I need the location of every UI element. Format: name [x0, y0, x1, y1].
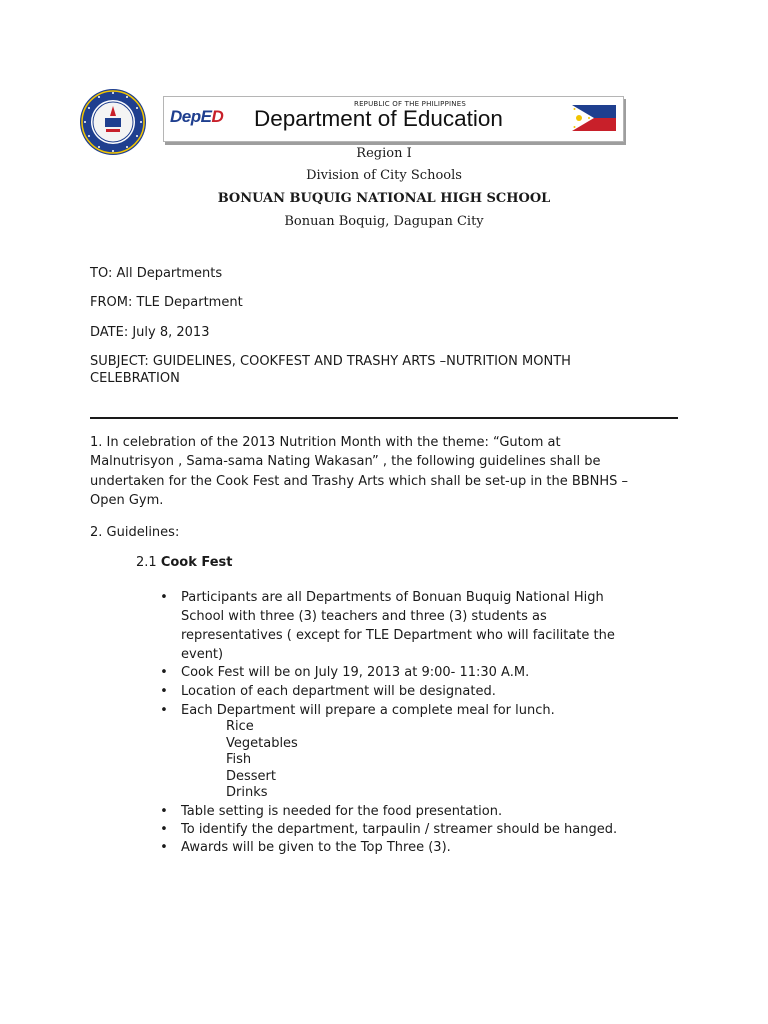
para1-line: Malnutrisyon , Sama-sama Nating Wakasan” , the following guidelines shall be [90, 454, 601, 469]
meal-item: Vegetables [226, 736, 298, 751]
para1-line: Open Gym. [90, 493, 164, 508]
meal-item: Fish [226, 752, 252, 767]
bullet-icon: • [160, 684, 168, 699]
bullet-icon: • [160, 590, 168, 605]
memo-to: TO: All Departments [90, 266, 223, 281]
department-title: Department of Education [254, 106, 503, 131]
bullet-icon: • [160, 840, 168, 855]
deped-logo: DepED [170, 107, 224, 126]
school-address: Bonuan Boquig, Dagupan City [284, 214, 484, 229]
deped-banner [163, 96, 624, 142]
memo-subject-line1: SUBJECT: GUIDELINES, COOKFEST AND TRASHY ARTS –NUTRITION MONTH [90, 354, 571, 369]
para1-line: 1. In celebration of the 2013 Nutrition Month with the theme: “Gutom at [90, 435, 561, 450]
memo-subject-line2: CELEBRATION [90, 371, 180, 386]
philippine-flag-icon [572, 105, 616, 131]
bullet-icon: • [160, 822, 168, 837]
meal-item: Dessert [226, 769, 276, 784]
guidelines-heading: 2. Guidelines: [90, 525, 180, 540]
meal-item: Rice [226, 719, 254, 734]
region-label: Region I [356, 146, 412, 161]
memo-from: FROM: TLE Department [90, 295, 243, 310]
memo-date: DATE: July 8, 2013 [90, 325, 210, 340]
memo-page: REPUBLIC OF THE PHILIPPINES DepED Department of Education Region I Division of City Schools BONUAN BUQUIG NATIONAL HIGH SCHOOL Bonuan Boquig, Dagupan City TO: All Departments FROM: TLE Department DATE: July 8, 2013 SUBJECT: GUIDELINES, COOKFEST AND TRASHY ARTS –NUTRITION MONTH CELEBRATION 1. In celebration of the 2013 Nutrition Month with the theme: “Gutom at Malnutrisyon , Sama-sama Nating Wakasan” , the following guidelines shall be undertaken for the Cook Fest and Trashy Arts which shall be set-up in the BBNHS – Open Gym. 2. Guidelines: 2.1 Cook Fest • Participants are all Departments of Bonuan Buquig National High School with three (3) teachers and three (3) students as representatives ( except for TLE Department who will facilitate the event) • Cook Fest will be on July 19, 2013 at 9:00- 11:30 A.M. • Location of each department will be designated. • Each Department will prepare a complete meal for lunch. Rice Vegetables Fish Dessert Drinks • Table setting is needed for the food presentation. • To identify the department, tarpaulin / streamer should be hanged. • Awards will be given to the Top Three (3). [0, 0, 768, 1024]
bullet-icon: • [160, 665, 168, 680]
cook-fest-heading: 2.1 Cook Fest [136, 555, 233, 570]
para1-line: undertaken for the Cook Fest and Trashy Arts which shall be set-up in the BBNHS – [90, 474, 629, 489]
school-name: BONUAN BUQUIG NATIONAL HIGH SCHOOL [217, 191, 551, 206]
republic-label: REPUBLIC OF THE PHILIPPINES [354, 100, 466, 108]
division-label: Division of City Schools [306, 168, 462, 183]
meal-item: Drinks [226, 785, 268, 800]
bullet-icon: • [160, 703, 168, 718]
bullet-icon: • [160, 804, 168, 819]
divider-rule [90, 417, 678, 419]
